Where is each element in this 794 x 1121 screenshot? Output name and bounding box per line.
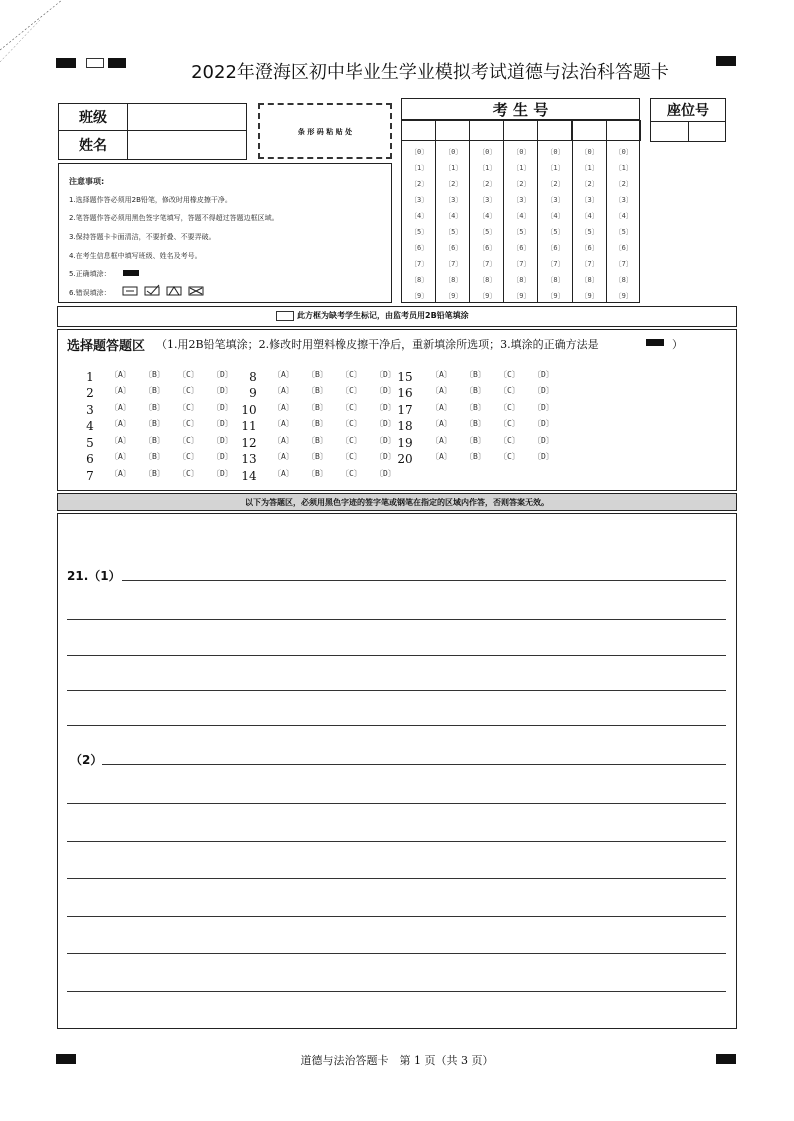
exam-id-digit-bubble[interactable]: 〔0〕 (444, 148, 463, 156)
question-number: 17 (397, 403, 413, 417)
absent-checkbox[interactable] (276, 311, 294, 321)
choice-option-bubble[interactable]: 〔D〕 (212, 452, 233, 461)
page-footer: 道德与法治答题卡 第 1 页（共 3 页） (300, 1054, 494, 1067)
question-number: 9 (249, 386, 257, 400)
choice-option-bubble[interactable]: 〔A〕 (273, 386, 294, 395)
exam-id-digit-bubble[interactable]: 〔6〕 (512, 244, 531, 252)
exam-id-digit-bubble[interactable]: 〔7〕 (580, 260, 599, 268)
corner-staple-lines (0, 0, 70, 60)
choice-option-bubble[interactable]: 〔B〕 (465, 370, 486, 379)
exam-id-digit-bubble[interactable]: 〔6〕 (478, 244, 497, 252)
exam-id-digit-bubble[interactable]: 〔1〕 (614, 164, 633, 172)
choice-option-bubble[interactable]: 〔A〕 (431, 436, 452, 445)
exam-id-digit-bubble[interactable]: 〔3〕 (478, 196, 497, 204)
choice-option-bubble[interactable]: 〔A〕 (110, 386, 131, 395)
choice-option-bubble[interactable]: 〔A〕 (431, 370, 452, 379)
exam-id-column-divider (537, 120, 538, 303)
question-21-2-label: （2） (70, 753, 103, 767)
choice-option-bubble[interactable]: 〔D〕 (533, 370, 554, 379)
exam-id-digit-bubble[interactable]: 〔2〕 (512, 180, 531, 188)
choice-option-bubble[interactable]: 〔A〕 (273, 370, 294, 379)
exam-id-write-box[interactable] (401, 120, 436, 141)
exam-id-column-divider (572, 120, 573, 303)
choice-option-bubble[interactable]: 〔B〕 (465, 386, 486, 395)
exam-id-digit-bubble[interactable]: 〔9〕 (546, 292, 565, 300)
choice-instructions: （1.用2B铅笔填涂；2.修改时用塑料橡皮擦干净后，重新填涂所选项；3.填涂的正确方法是 (156, 338, 599, 351)
exam-id-digit-bubble[interactable]: 〔4〕 (410, 212, 429, 220)
page-title: 2022年澄海区初中毕业生学业模拟考试道德与法治科答题卡 (191, 62, 669, 83)
registration-mark-top-left-2 (108, 58, 126, 68)
choice-option-bubble[interactable]: 〔C〕 (341, 469, 362, 478)
choice-option-bubble[interactable]: 〔C〕 (341, 403, 362, 412)
exam-id-digit-bubble[interactable]: 〔6〕 (614, 244, 633, 252)
note-5: 5.正确填涂： (69, 270, 111, 278)
exam-id-digit-bubble[interactable]: 〔0〕 (580, 148, 599, 156)
notes-box (58, 163, 392, 303)
wrong-fill-examples-icon (123, 285, 213, 297)
note-1: 1.选择题作答必须用2B铅笔，修改时用橡皮擦干净。 (69, 196, 232, 204)
choice-option-bubble[interactable]: 〔B〕 (307, 452, 328, 461)
choice-option-bubble[interactable]: 〔C〕 (178, 469, 199, 478)
choice-option-bubble[interactable]: 〔C〕 (499, 436, 520, 445)
question-number: 10 (241, 403, 257, 417)
answer-line[interactable] (67, 690, 726, 691)
exam-id-digit-bubble[interactable]: 〔4〕 (580, 212, 599, 220)
exam-id-label: 考 生 号 (401, 98, 640, 120)
correct-fill-example (123, 270, 139, 276)
choice-option-bubble[interactable]: 〔D〕 (375, 403, 396, 412)
question-number: 13 (241, 452, 257, 466)
exam-id-column-divider (503, 120, 504, 303)
exam-id-digit-bubble[interactable]: 〔8〕 (546, 276, 565, 284)
exam-id-digit-bubble[interactable]: 〔3〕 (512, 196, 531, 204)
exam-id-write-box[interactable] (537, 120, 572, 141)
choice-option-bubble[interactable]: 〔D〕 (212, 436, 233, 445)
choice-option-bubble[interactable]: 〔B〕 (144, 436, 165, 445)
exam-id-digit-bubble[interactable]: 〔1〕 (512, 164, 531, 172)
exam-id-digit-bubble[interactable]: 〔0〕 (546, 148, 565, 156)
class-label: 班级 (58, 103, 128, 131)
question-number: 15 (397, 370, 413, 384)
exam-id-digit-bubble[interactable]: 〔1〕 (478, 164, 497, 172)
exam-id-digit-bubble[interactable]: 〔8〕 (410, 276, 429, 284)
answer-line[interactable] (122, 580, 726, 581)
answer-line[interactable] (67, 991, 726, 992)
choice-option-bubble[interactable]: 〔C〕 (341, 386, 362, 395)
choice-option-bubble[interactable]: 〔B〕 (307, 436, 328, 445)
choice-option-bubble[interactable]: 〔A〕 (431, 403, 452, 412)
exam-id-digit-bubble[interactable]: 〔7〕 (444, 260, 463, 268)
exam-id-digit-bubble[interactable]: 〔5〕 (478, 228, 497, 236)
question-21-1-label: 21.（1） (67, 569, 121, 583)
question-number: 14 (241, 469, 257, 483)
exam-id-digit-bubble[interactable]: 〔2〕 (614, 180, 633, 188)
exam-id-digit-bubble[interactable]: 〔6〕 (580, 244, 599, 252)
choice-option-bubble[interactable]: 〔C〕 (178, 386, 199, 395)
choice-option-bubble[interactable]: 〔D〕 (375, 419, 396, 428)
registration-mark-hollow (86, 58, 104, 68)
choice-option-bubble[interactable]: 〔D〕 (375, 452, 396, 461)
exam-id-write-box[interactable] (435, 120, 470, 141)
choice-option-bubble[interactable]: 〔A〕 (110, 452, 131, 461)
exam-id-digit-bubble[interactable]: 〔6〕 (410, 244, 429, 252)
choice-option-bubble[interactable]: 〔D〕 (212, 370, 233, 379)
seat-label: 座位号 (650, 98, 726, 122)
exam-id-digit-bubble[interactable]: 〔5〕 (444, 228, 463, 236)
exam-id-digit-bubble[interactable]: 〔0〕 (512, 148, 531, 156)
question-number: 20 (397, 452, 413, 466)
exam-id-digit-bubble[interactable]: 〔0〕 (614, 148, 633, 156)
exam-id-digit-bubble[interactable]: 〔3〕 (546, 196, 565, 204)
note-6: 6.错误填涂： (69, 289, 111, 297)
exam-id-digit-bubble[interactable]: 〔6〕 (444, 244, 463, 252)
exam-id-digit-bubble[interactable]: 〔8〕 (444, 276, 463, 284)
choice-option-bubble[interactable]: 〔C〕 (341, 452, 362, 461)
exam-id-digit-bubble[interactable]: 〔1〕 (546, 164, 565, 172)
question-number: 8 (249, 370, 257, 384)
exam-id-digit-bubble[interactable]: 〔0〕 (410, 148, 429, 156)
choice-option-bubble[interactable]: 〔C〕 (499, 452, 520, 461)
choice-option-bubble[interactable]: 〔C〕 (341, 370, 362, 379)
answer-area (57, 513, 737, 1029)
choice-option-bubble[interactable]: 〔A〕 (431, 419, 452, 428)
seat-digit-1[interactable] (650, 121, 689, 142)
exam-id-digit-bubble[interactable]: 〔7〕 (512, 260, 531, 268)
exam-id-digit-bubble[interactable]: 〔3〕 (614, 196, 633, 204)
answer-line[interactable] (67, 725, 726, 726)
exam-id-digit-bubble[interactable]: 〔0〕 (478, 148, 497, 156)
registration-mark-bottom-left (56, 1054, 76, 1064)
exam-id-digit-bubble[interactable]: 〔4〕 (512, 212, 531, 220)
choice-option-bubble[interactable]: 〔D〕 (533, 419, 554, 428)
choice-option-bubble[interactable]: 〔C〕 (499, 370, 520, 379)
exam-id-digit-bubble[interactable]: 〔8〕 (580, 276, 599, 284)
exam-id-digit-bubble[interactable]: 〔5〕 (546, 228, 565, 236)
seat-digit-2[interactable] (688, 121, 726, 142)
choice-option-bubble[interactable]: 〔D〕 (212, 469, 233, 478)
choice-option-bubble[interactable]: 〔C〕 (178, 370, 199, 379)
question-number: 4 (86, 419, 94, 433)
name-label: 姓名 (58, 130, 128, 160)
note-3: 3.保持答题卡卡面清洁，不要折叠、不要弄破。 (69, 233, 216, 241)
exam-id-digit-bubble[interactable]: 〔7〕 (478, 260, 497, 268)
choice-option-bubble[interactable]: 〔C〕 (341, 436, 362, 445)
question-number: 1 (86, 370, 94, 384)
exam-id-digit-bubble[interactable]: 〔9〕 (444, 292, 463, 300)
choice-option-bubble[interactable]: 〔D〕 (375, 469, 396, 478)
answer-line[interactable] (67, 916, 726, 917)
question-number: 6 (86, 452, 94, 466)
exam-id-write-box[interactable] (469, 120, 504, 141)
question-number: 2 (86, 386, 94, 400)
exam-id-digit-bubble[interactable]: 〔9〕 (478, 292, 497, 300)
exam-id-write-box[interactable] (572, 120, 607, 141)
exam-id-column-divider (401, 120, 402, 303)
answer-line[interactable] (67, 841, 726, 842)
question-number: 19 (397, 436, 413, 450)
question-number: 16 (397, 386, 413, 400)
choice-option-bubble[interactable]: 〔C〕 (178, 419, 199, 428)
exam-id-digit-bubble[interactable]: 〔8〕 (614, 276, 633, 284)
choice-option-bubble[interactable]: 〔B〕 (144, 403, 165, 412)
choice-option-bubble[interactable]: 〔A〕 (110, 403, 131, 412)
answer-line[interactable] (67, 655, 726, 656)
choice-title: 选择题答题区 (67, 339, 146, 354)
exam-id-digit-bubble[interactable]: 〔4〕 (614, 212, 633, 220)
choice-option-bubble[interactable]: 〔B〕 (307, 403, 328, 412)
choice-option-bubble[interactable]: 〔D〕 (212, 386, 233, 395)
exam-id-digit-bubble[interactable]: 〔7〕 (546, 260, 565, 268)
exam-id-digit-bubble[interactable]: 〔2〕 (546, 180, 565, 188)
question-number: 7 (86, 469, 94, 483)
exam-id-digit-bubble[interactable]: 〔5〕 (614, 228, 633, 236)
choice-instructions-fill-sample (646, 339, 664, 346)
exam-id-write-box[interactable] (503, 120, 538, 141)
class-field[interactable] (127, 103, 247, 131)
question-number: 18 (397, 419, 413, 433)
answer-line[interactable] (67, 619, 726, 620)
choice-option-bubble[interactable]: 〔A〕 (431, 452, 452, 461)
exam-id-digit-bubble[interactable]: 〔5〕 (512, 228, 531, 236)
exam-id-write-box[interactable] (606, 120, 641, 141)
choice-option-bubble[interactable]: 〔B〕 (144, 419, 165, 428)
registration-mark-bottom-right (716, 1054, 736, 1064)
exam-id-digit-bubble[interactable]: 〔2〕 (410, 180, 429, 188)
note-4: 4.在考生信息框中填写班级、姓名及考号。 (69, 252, 202, 260)
choice-option-bubble[interactable]: 〔D〕 (533, 436, 554, 445)
exam-id-digit-bubble[interactable]: 〔9〕 (614, 292, 633, 300)
choice-option-bubble[interactable]: 〔C〕 (499, 403, 520, 412)
exam-id-digit-bubble[interactable]: 〔5〕 (410, 228, 429, 236)
exam-id-digit-bubble[interactable]: 〔2〕 (444, 180, 463, 188)
exam-id-column-divider (435, 120, 436, 303)
choice-option-bubble[interactable]: 〔D〕 (533, 386, 554, 395)
choice-option-bubble[interactable]: 〔A〕 (273, 452, 294, 461)
choice-option-bubble[interactable]: 〔B〕 (465, 403, 486, 412)
absent-text: 此方框为缺考学生标记，由监考员用2B铅笔填涂 (297, 311, 469, 320)
exam-id-digit-bubble[interactable]: 〔1〕 (580, 164, 599, 172)
note-2: 2.笔答题作答必须用黑色签字笔填写，答题不得超过答题边框区域。 (69, 214, 279, 222)
registration-mark-top-right (716, 56, 736, 66)
choice-option-bubble[interactable]: 〔A〕 (273, 469, 294, 478)
choice-option-bubble[interactable]: 〔A〕 (110, 436, 131, 445)
choice-option-bubble[interactable]: 〔D〕 (375, 370, 396, 379)
choice-option-bubble[interactable]: 〔B〕 (465, 419, 486, 428)
notes-heading: 注意事项: (69, 177, 105, 186)
exam-id-column-divider (606, 120, 607, 303)
choice-option-bubble[interactable]: 〔B〕 (465, 436, 486, 445)
exam-id-digit-bubble[interactable]: 〔2〕 (580, 180, 599, 188)
choice-option-bubble[interactable]: 〔A〕 (431, 386, 452, 395)
choice-option-bubble[interactable]: 〔D〕 (533, 452, 554, 461)
choice-option-bubble[interactable]: 〔C〕 (499, 386, 520, 395)
choice-option-bubble[interactable]: 〔A〕 (110, 469, 131, 478)
choice-option-bubble[interactable]: 〔B〕 (307, 469, 328, 478)
choice-option-bubble[interactable]: 〔C〕 (178, 452, 199, 461)
choice-option-bubble[interactable]: 〔B〕 (307, 419, 328, 428)
exam-id-digit-bubble[interactable]: 〔7〕 (614, 260, 633, 268)
barcode-label: 条 形 码 粘 贴 处 (297, 128, 353, 136)
exam-id-digit-bubble[interactable]: 〔8〕 (478, 276, 497, 284)
exam-id-column-divider (469, 120, 470, 303)
exam-id-digit-bubble[interactable]: 〔6〕 (546, 244, 565, 252)
choice-option-bubble[interactable]: 〔B〕 (465, 452, 486, 461)
exam-id-digit-bubble[interactable]: 〔5〕 (580, 228, 599, 236)
answer-line[interactable] (102, 764, 726, 765)
exam-id-digit-bubble[interactable]: 〔4〕 (546, 212, 565, 220)
exam-id-digit-bubble[interactable]: 〔9〕 (410, 292, 429, 300)
choice-option-bubble[interactable]: 〔C〕 (341, 419, 362, 428)
choice-option-bubble[interactable]: 〔D〕 (533, 403, 554, 412)
choice-option-bubble[interactable]: 〔A〕 (273, 419, 294, 428)
exam-id-digit-bubble[interactable]: 〔3〕 (410, 196, 429, 204)
choice-instructions-end: ） (672, 338, 683, 351)
choice-option-bubble[interactable]: 〔C〕 (178, 436, 199, 445)
exam-id-digit-bubble[interactable]: 〔1〕 (444, 164, 463, 172)
choice-option-bubble[interactable]: 〔C〕 (499, 419, 520, 428)
question-number: 12 (241, 436, 257, 450)
choice-option-bubble[interactable]: 〔B〕 (307, 370, 328, 379)
exam-id-digit-bubble[interactable]: 〔9〕 (580, 292, 599, 300)
choice-option-bubble[interactable]: 〔A〕 (110, 370, 131, 379)
choice-option-bubble[interactable]: 〔B〕 (307, 386, 328, 395)
exam-id-digit-bubble[interactable]: 〔4〕 (478, 212, 497, 220)
choice-option-bubble[interactable]: 〔A〕 (273, 403, 294, 412)
exam-id-digit-bubble[interactable]: 〔2〕 (478, 180, 497, 188)
answer-line[interactable] (67, 803, 726, 804)
question-number: 5 (86, 436, 94, 450)
choice-option-bubble[interactable]: 〔B〕 (144, 386, 165, 395)
choice-option-bubble[interactable]: 〔C〕 (178, 403, 199, 412)
answer-line[interactable] (67, 878, 726, 879)
choice-option-bubble[interactable]: 〔B〕 (144, 452, 165, 461)
exam-id-digit-bubble[interactable]: 〔8〕 (512, 276, 531, 284)
choice-option-bubble[interactable]: 〔B〕 (144, 370, 165, 379)
choice-option-bubble[interactable]: 〔D〕 (375, 436, 396, 445)
answer-banner-text: 以下为答题区，必须用黑色字迹的签字笔或钢笔在指定的区域内作答，否则答案无效。 (245, 498, 549, 507)
choice-option-bubble[interactable]: 〔A〕 (273, 436, 294, 445)
barcode-area (258, 103, 392, 159)
exam-id-digit-bubble[interactable]: 〔4〕 (444, 212, 463, 220)
choice-option-bubble[interactable]: 〔D〕 (375, 386, 396, 395)
exam-id-digit-bubble[interactable]: 〔7〕 (410, 260, 429, 268)
choice-option-bubble[interactable]: 〔D〕 (212, 403, 233, 412)
choice-option-bubble[interactable]: 〔B〕 (144, 469, 165, 478)
choice-option-bubble[interactable]: 〔D〕 (212, 419, 233, 428)
answer-line[interactable] (67, 953, 726, 954)
exam-id-digit-bubble[interactable]: 〔1〕 (410, 164, 429, 172)
exam-id-digit-bubble[interactable]: 〔3〕 (444, 196, 463, 204)
question-number: 3 (86, 403, 94, 417)
choice-option-bubble[interactable]: 〔A〕 (110, 419, 131, 428)
name-field[interactable] (127, 130, 247, 160)
exam-id-digit-bubble[interactable]: 〔9〕 (512, 292, 531, 300)
exam-id-digit-bubble[interactable]: 〔3〕 (580, 196, 599, 204)
question-number: 11 (241, 419, 257, 433)
